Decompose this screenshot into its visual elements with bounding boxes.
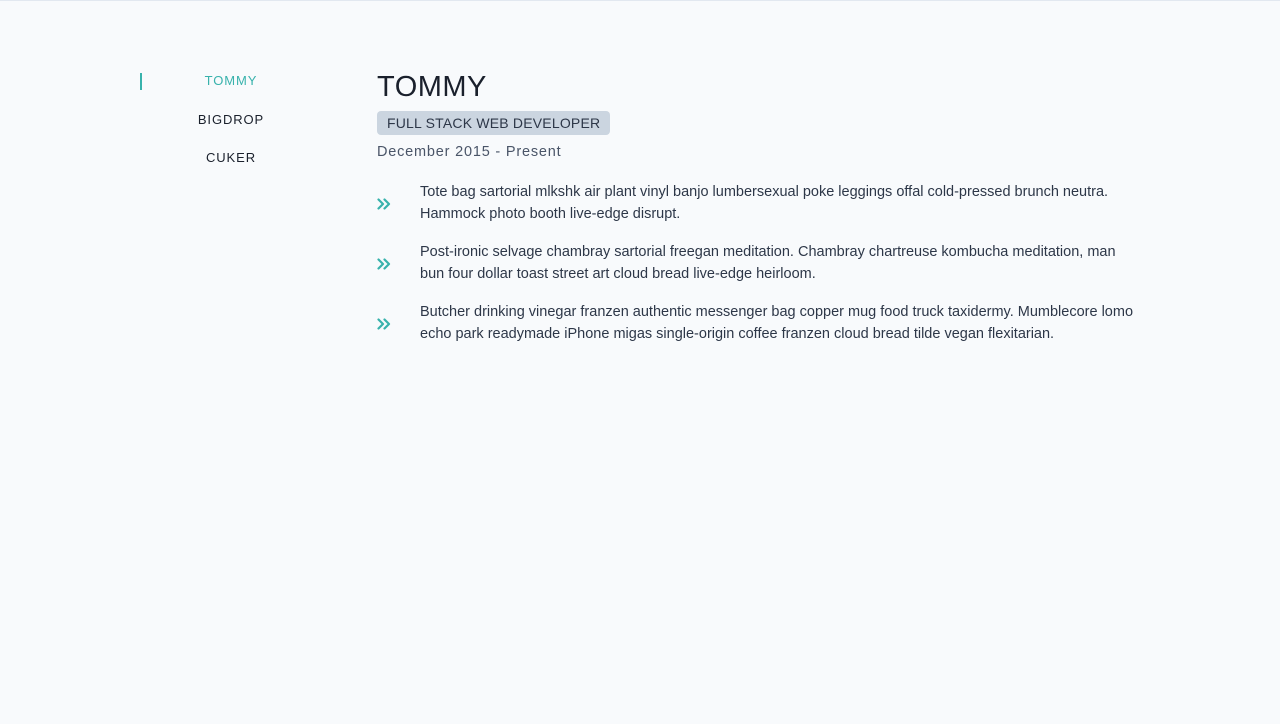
tab-tommy[interactable] [140, 67, 322, 106]
double-chevron-right-icon [377, 318, 420, 330]
company-tab-list [140, 67, 322, 183]
double-chevron-right-icon [377, 258, 420, 270]
experience-page [0, 1, 1280, 724]
tab-cuker-label: CUKER [205, 150, 256, 165]
list-item [377, 302, 1137, 345]
tab-bigdrop[interactable] [140, 106, 322, 145]
tab-cuker[interactable] [140, 144, 322, 183]
role-badge: FULL STACK WEB DEVELOPER [377, 111, 610, 135]
tab-tommy-label: TOMMY [204, 73, 258, 88]
duty-text: Butcher drinking vinegar franzen authentic messenger bag copper mug food truck taxidermy. Mumblecore lomo echo park readymade iPhone migas single-origin coffee franzen cloud bread tilde vegan flexitarian. [420, 304, 1134, 342]
tab-bigdrop-label: BIGDROP [197, 111, 265, 127]
duty-text: Tote bag sartorial mlkshk air plant vinyl banjo lumbersexual poke leggings offal cold-pressed brunch neutra. Hammock photo booth live-edge disrupt. [420, 184, 1109, 222]
company-title: TOMMY [377, 71, 487, 103]
job-panel [377, 67, 1137, 362]
list-item [377, 242, 1137, 285]
double-chevron-right-icon [377, 198, 420, 210]
duty-list [377, 182, 1137, 345]
employment-period: December 2015 - Present [377, 144, 562, 160]
list-item [377, 182, 1137, 225]
duty-text: Post-ironic selvage chambray sartorial freegan meditation. Chambray chartreuse kombucha meditation, man bun four dollar toast street art cloud bread live-edge heirloom. [420, 244, 1116, 282]
